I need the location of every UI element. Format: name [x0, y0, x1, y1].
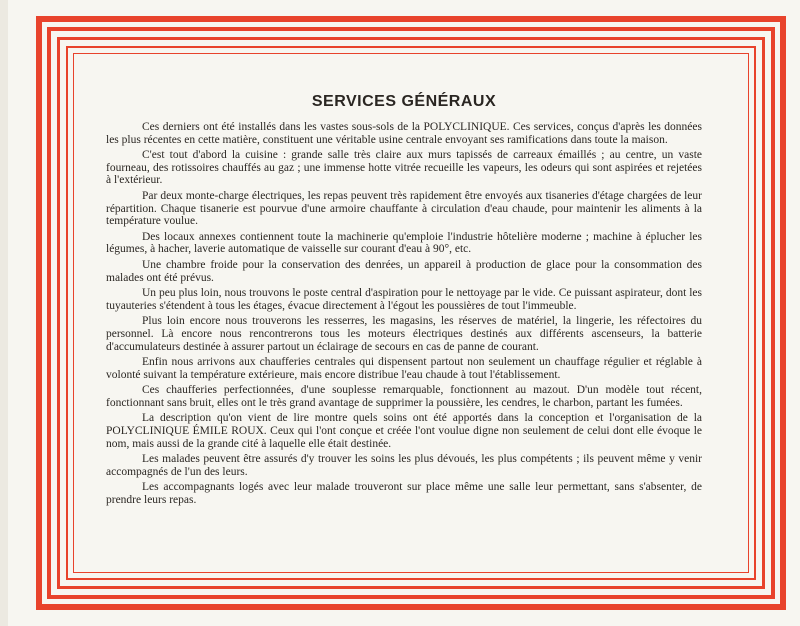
paragraph: Les accompagnants logés avec leur malade trouveront sur place même une salle leur permettant, sans s'absenter, de prendre leurs repas.	[106, 481, 702, 507]
paragraph: Une chambre froide pour la conservation des denrées, un appareil à production de glace pour la consommation des malades ont été prévus.	[106, 258, 702, 284]
paragraph: Plus loin encore nous trouverons les resserres, les magasins, les réserves de matériel, la lingerie, les réfectoires du personnel. Là encore nous rencontrerons tous les moteurs électriques destinés aux différents ascenseurs, la batterie d'accumulateurs destinée à assurer partout un éclairage de secours en cas de panne de courant.	[106, 315, 702, 353]
paragraph: Par deux monte-charge électriques, les repas peuvent très rapidement être envoyés aux tisaneries d'étage chargées de leur répartition. Chaque tisanerie est pourvue d'une armoire chauffante à circulation d'eau chaude, pour maintenir les aliments à la température voulue.	[106, 189, 702, 228]
paragraph: Des locaux annexes contiennent toute la machinerie qu'emploie l'industrie hôtelière moderne ; machine à éplucher les légumes, à hacher, laverie automatique de vaisselle sur courant d'eau à 90°, etc.	[106, 230, 702, 256]
paragraph: Les malades peuvent être assurés d'y trouver les soins les plus dévoués, les plus compétents ; ils peuvent même y venir accompagnés de l'un des leurs.	[106, 453, 702, 478]
paragraph: Un peu plus loin, nous trouvons le poste central d'aspiration pour le nettoyage par le vide. Ce puissant aspirateur, dont les tuyauteries s'étendent à tous les étages, évacue directement à l'égout les poussières de tout l'immeuble.	[106, 287, 702, 312]
paragraph: Ces derniers ont été installés dans les vastes sous-sols de la POLYCLINIQUE. Ces services, conçus d'après les données les plus récentes en cette matière, constituent une véritable usine centrale envoyant ses ramifications dans toute la maison.	[106, 121, 702, 146]
paragraph: C'est tout d'abord la cuisine : grande salle très claire aux murs tapissés de carreaux émaillés ; au centre, un vaste fourneau, des rotissoires chauffés au gaz ; une immense hotte vitrée recueille les vapeurs, les odeurs qui sont aspirées et rejetées à l'extérieur.	[106, 149, 702, 187]
paragraph: Enfin nous arrivons aux chaufferies centrales qui dispensent partout non seulement un chauffage régulier et réglable à volonté suivant la température extérieure, mais encore distribue l'eau chaude à tout l'établissement.	[106, 356, 702, 381]
page-content	[106, 93, 702, 510]
page-title: SERVICES GÉNÉRAUX	[311, 93, 497, 110]
paragraph: Ces chaufferies perfectionnées, d'une souplesse remarquable, fonctionnent au mazout. D'un modèle tout récent, fonctionnant sans bruit, elles ont le très grand avantage de supprimer la poussière, les cendres, le charbon, partant les fumées.	[106, 384, 702, 409]
paragraph: La description qu'on vient de lire montre quels soins ont été apportés dans la conception et l'organisation de la POLYCLINIQUE ÉMILE ROUX. Ceux qui l'ont conçue et créée l'ont voulue digne non seulement de celui dont elle évoque le nom, mais aussi de la grande cité à laquelle elle était destinée.	[106, 412, 702, 450]
